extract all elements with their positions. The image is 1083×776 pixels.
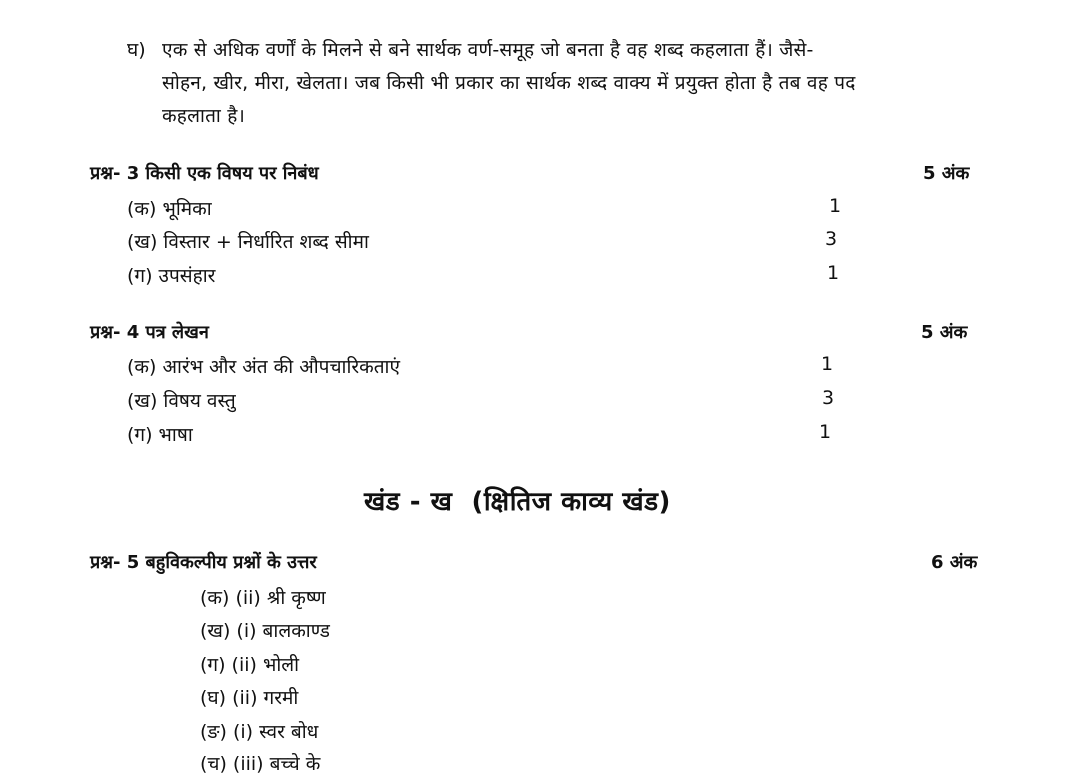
q5-marks: 6 अंक [931,552,978,573]
q4-item-3-value: 1 [819,421,832,443]
q4-item-2-label: (ख) विषय वस्तु [127,390,236,412]
q3-item-2-value: 3 [825,228,838,250]
q4-item-3-label: (ग) भाषा [127,424,193,446]
q5-answer-6: (च) (iii) बच्चे के [200,753,321,775]
q3-item-3-label: (ग) उपसंहार [127,265,216,287]
q5-answer-1: (क) (ii) श्री कृष्ण [200,587,326,609]
q4-heading: प्रश्न- 4 पत्र लेखन [90,322,209,343]
intro-line-1: एक से अधिक वर्णों के मिलने से बने सार्थक वर्ण-समूह जो बनता है वह शब्द कहलाता हैं। जैसे- [162,39,814,61]
q3-item-1-label: (क) भूमिका [127,198,212,220]
section-title: खंड - ख (क्षितिज काव्य खंड) [364,487,671,517]
q5-answer-3: (ग) (ii) भोली [200,654,300,676]
q3-heading: प्रश्न- 3 किसी एक विषय पर निबंध [90,163,319,184]
q5-answer-5: (ङ) (i) स्वर बोध [200,721,319,743]
q3-marks: 5 अंक [923,163,970,184]
intro-line-3: कहलाता है। [162,105,245,127]
q3-item-3-value: 1 [827,262,840,284]
q5-answer-2: (ख) (i) बालकाण्ड [200,620,330,642]
q5-answer-4: (घ) (ii) गरमी [200,687,299,709]
intro-line-2: सोहन, खीर, मीरा, खेलता। जब किसी भी प्रकार का सार्थक शब्द वाक्य में प्रयुक्त होता है तब वह पद [162,72,856,94]
q4-item-1-value: 1 [821,353,834,375]
q3-item-1-value: 1 [829,195,842,217]
intro-marker: घ) [127,39,146,61]
q4-item-1-label: (क) आरंभ और अंत की औपचारिकताएं [127,356,400,378]
q3-item-2-label: (ख) विस्तार + निर्धारित शब्द सीमा [127,231,369,253]
q5-heading: प्रश्न- 5 बहुविकल्पीय प्रश्नों के उत्तर [90,552,317,573]
q4-item-2-value: 3 [822,387,835,409]
q4-marks: 5 अंक [921,322,968,343]
